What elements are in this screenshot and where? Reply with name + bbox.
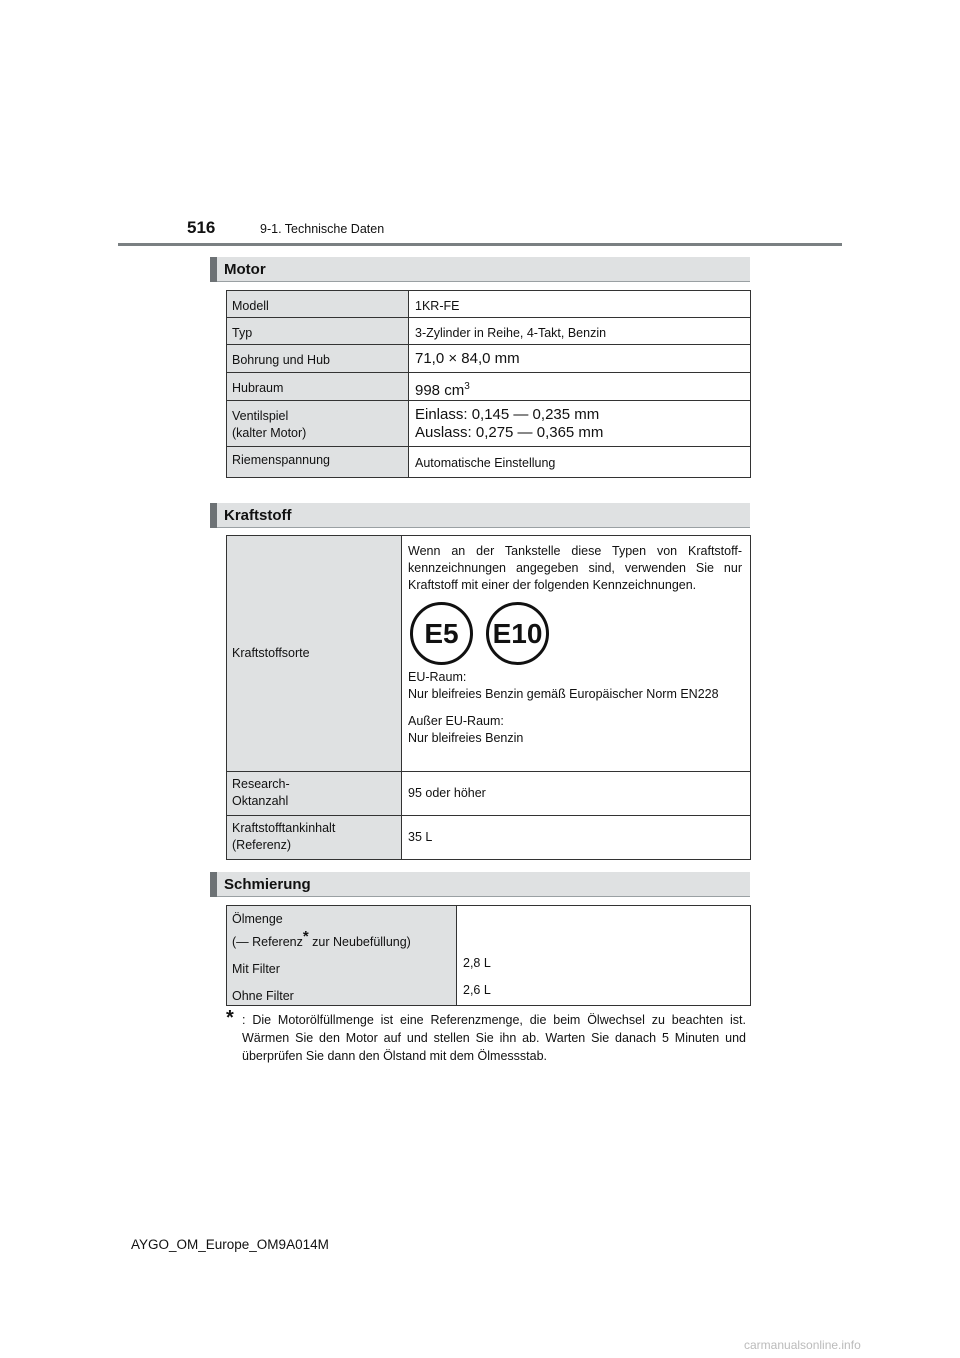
fuel-intro-text: Wenn an der Tankstelle diese Typen von Kraftstoff-kennzeichnungen angegeben sind, verwenden Sie nur Kraftstoff mit einer der folgenden Kennzeichnungen. [408, 544, 742, 592]
row-label: Hubraum [227, 373, 409, 401]
table-row [227, 536, 751, 772]
footnote-text: : Die Motorölfüllmenge ist eine Referenzmenge, die beim Ölwechsel zu beachten ist. Wärmen Sie den Motor auf und stellen Sie ihn ab. Warten Sie danach 5 Minuten und überprüfen Sie dann den Ölstand mit dem Ölmessstab. [242, 1013, 746, 1063]
table-row [227, 447, 751, 478]
non-eu-text: Nur bleifreies Benzin [408, 731, 524, 745]
row-value: 71,0 × 84,0 mm [409, 345, 751, 373]
oil-label-note-pre: (— Referenz [232, 935, 303, 950]
table-row [227, 772, 751, 816]
e5-badge: E5 [410, 602, 473, 665]
section-header-title: Schmierung [224, 876, 311, 893]
oil-table [226, 905, 751, 1006]
footnote-star: * [302, 928, 309, 945]
value-line: Auslass: 0,275 — 0,365 mm [415, 424, 604, 441]
eu-title: EU-Raum: [408, 670, 467, 684]
label-line: Research- [232, 777, 290, 791]
row-value [409, 373, 751, 401]
eu-text: Nur bleifreies Benzin gemäß Europäischer Norm EN228 [408, 687, 719, 701]
table-row [227, 906, 751, 1006]
oil-label: Ölmenge [232, 912, 283, 926]
section-header-kraftstoff [210, 503, 750, 528]
page-number: 516 [187, 218, 216, 237]
fuel-table [226, 535, 751, 860]
row-value [409, 401, 751, 447]
without-filter-value: 2,6 L [463, 983, 491, 997]
superscript: 3 [464, 381, 470, 392]
row-label [227, 772, 402, 816]
table-row [227, 373, 751, 401]
document-footer: AYGO_OM_Europe_OM9A014M [131, 1237, 329, 1252]
row-label: Typ [227, 318, 409, 345]
row-label: Modell [227, 291, 409, 318]
with-filter-label: Mit Filter [232, 962, 280, 977]
label-line: (kalter Motor) [232, 426, 307, 440]
table-row [227, 291, 751, 318]
section-marker [210, 872, 217, 897]
with-filter-value: 2,8 L [463, 956, 491, 970]
motor-table [226, 290, 751, 478]
row-value [402, 536, 751, 772]
row-value: 3-Zylinder in Reihe, 4-Takt, Benzin [409, 318, 751, 345]
table-row [227, 401, 751, 447]
footnote-mark: * [226, 1007, 234, 1029]
section-header-title: Kraftstoff [224, 507, 292, 524]
label-line: Kraftstofftankinhalt [232, 821, 336, 835]
non-eu-title: Außer EU-Raum: [408, 714, 504, 728]
row-value: 95 oder höher [402, 772, 751, 816]
row-label: Riemenspannung [227, 447, 409, 478]
oil-label-note [232, 928, 450, 951]
row-value [457, 906, 751, 1006]
section-header-title: Motor [224, 261, 266, 278]
row-label [227, 816, 402, 860]
row-label: Bohrung und Hub [227, 345, 409, 373]
oil-label-note-post: zur Neubefüllung) [308, 935, 411, 950]
row-value: Automatische Einstellung [409, 447, 751, 478]
label-line: Oktanzahl [232, 794, 289, 808]
label-line: (Referenz) [232, 838, 292, 852]
section-header-motor [210, 257, 750, 282]
row-label: Kraftstoffsorte [227, 536, 402, 772]
value-line: Einlass: 0,145 — 0,235 mm [415, 406, 600, 423]
row-value: 1KR-FE [409, 291, 751, 318]
section-marker [210, 257, 217, 282]
row-label [227, 906, 457, 1006]
table-row [227, 345, 751, 373]
header-rule [118, 243, 842, 246]
e10-badge: E10 [486, 602, 549, 665]
displacement-value: 998 cm [415, 382, 465, 399]
footnote [226, 1007, 746, 1065]
table-row [227, 816, 751, 860]
without-filter-label: Ohne Filter [232, 989, 294, 1004]
table-row [227, 318, 751, 345]
section-marker [210, 503, 217, 528]
watermark: carmanualsonline.info [744, 1338, 861, 1352]
section-title: 9-1. Technische Daten [260, 222, 385, 236]
row-label [227, 401, 409, 447]
section-header-schmierung [210, 872, 750, 897]
fuel-badges [410, 602, 742, 665]
label-line: Ventilspiel [232, 409, 289, 423]
row-value: 35 L [402, 816, 751, 860]
